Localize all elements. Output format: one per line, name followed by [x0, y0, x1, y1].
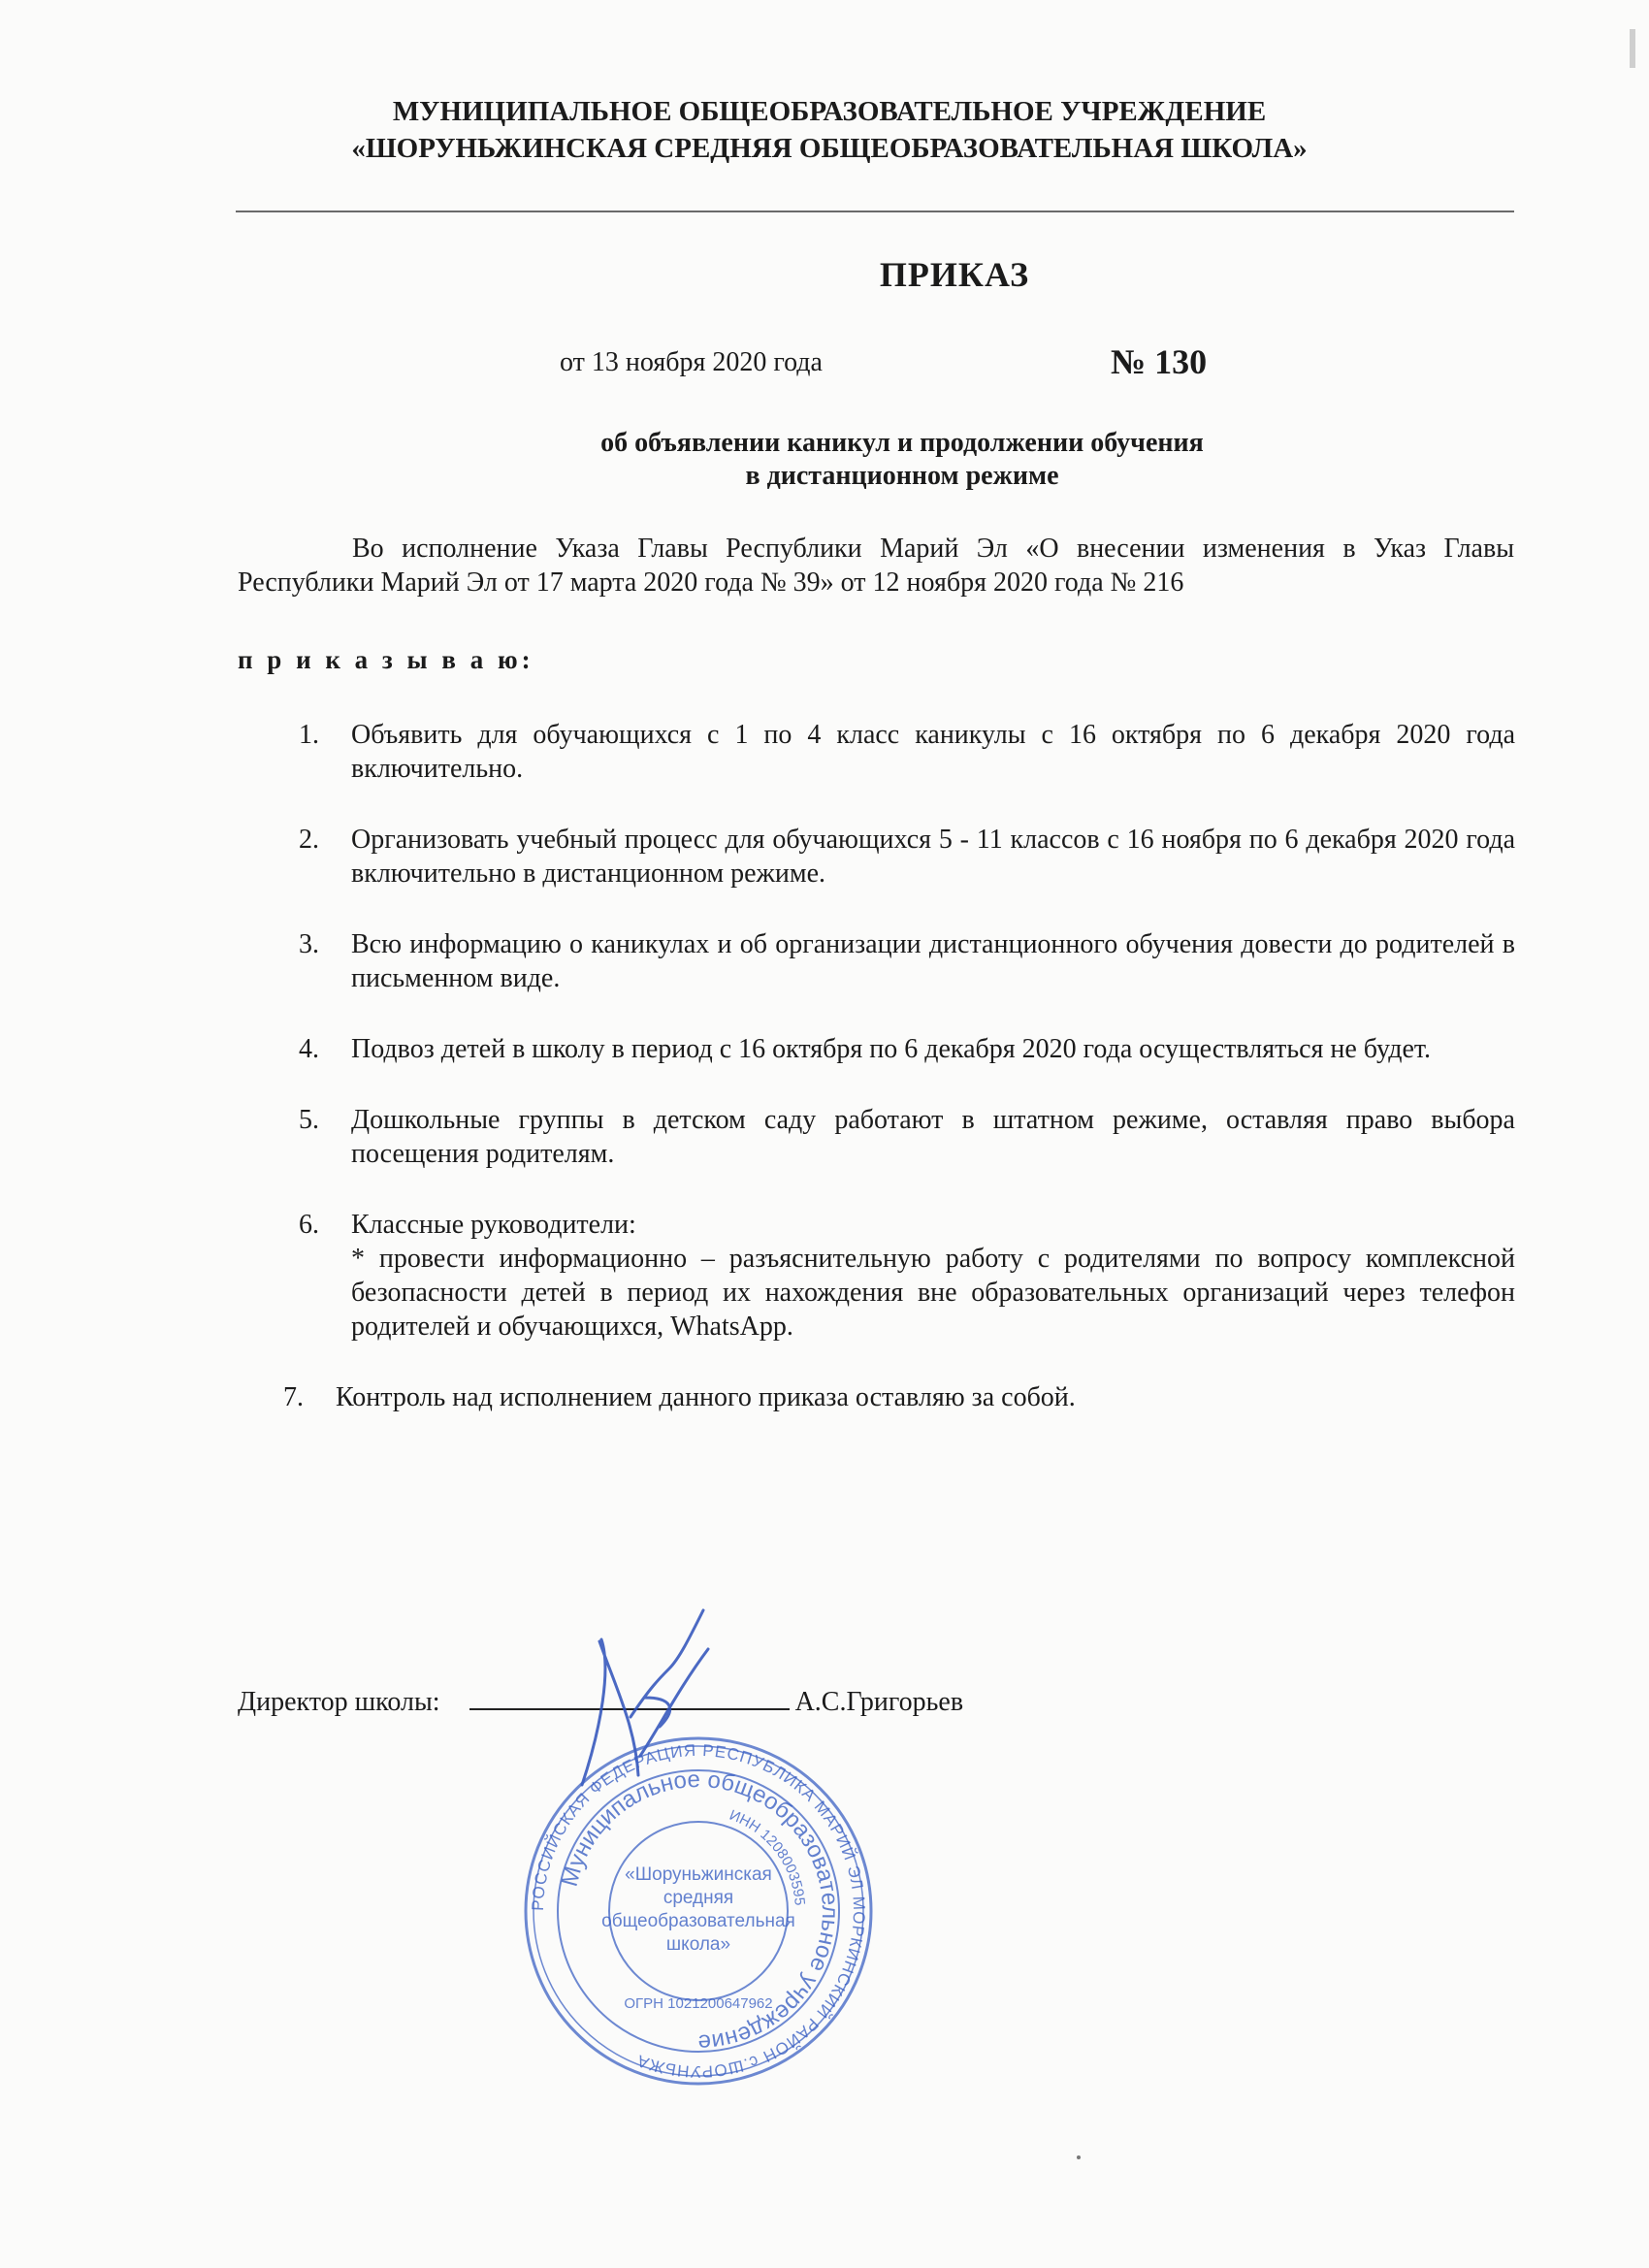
signatory-name: А.С.Григорьев	[794, 1687, 964, 1717]
order-item-7	[283, 1380, 1515, 1414]
order-item-6	[291, 1208, 1515, 1344]
order-subject-line-1: об объявлении каникул и продолжении обучения	[600, 428, 1204, 458]
official-seal	[514, 1727, 883, 2095]
order-item-2	[291, 823, 1515, 891]
order-item-4	[291, 1032, 1515, 1066]
order-subject-line-2: в дистанционном режиме	[745, 461, 1059, 491]
item-number: 1.	[299, 720, 319, 750]
header-divider	[236, 211, 1514, 212]
item-number: 4.	[299, 1034, 319, 1064]
order-subject	[485, 427, 1319, 493]
order-item-1	[291, 718, 1515, 786]
item-text: Контроль над исполнением данного приказа оставляю за собой.	[336, 1382, 1076, 1412]
scan-edge-mark	[1630, 29, 1635, 68]
item-text: Всю информацию о каникулах и об организации дистанционного обучения довести до родителей в письменном виде.	[351, 929, 1515, 993]
item-number: 7.	[283, 1382, 304, 1412]
item-subtext: * провести информационно – разъяснительную работу с родителями по вопросу комплексной безопасности детей в период их нахождения вне образовательных организаций через телефон родителей и обучающихся, WhatsApp.	[351, 1244, 1515, 1342]
order-item-3	[291, 927, 1515, 995]
preamble-paragraph: Во исполнение Указа Главы Республики Марий Эл «О внесении изменения в Указ Главы Республики Марий Эл от 17 марта 2020 года № 39» от 12 ноября 2020 года № 216	[238, 534, 1514, 598]
item-number: 3.	[299, 929, 319, 959]
item-text: Объявить для обучающихся с 1 по 4 класс каникулы с 16 октября по 6 декабря 2020 года включительно.	[351, 720, 1515, 784]
org-header	[233, 93, 1426, 167]
svg-text:ОГРН 1021200647962: ОГРН 1021200647962	[624, 1995, 773, 2012]
item-text: Дошкольные группы в детском саду работают в штатном режиме, оставляя право выбора посещения родителям.	[351, 1105, 1515, 1169]
signatory-role: Директор школы:	[238, 1687, 440, 1717]
org-header-line-1: МУНИЦИПАЛЬНОЕ ОБЩЕОБРАЗОВАТЕЛЬНОЕ УЧРЕЖДЕНИЕ	[392, 96, 1267, 127]
item-number: 2.	[299, 825, 319, 855]
order-item-5	[291, 1103, 1515, 1171]
svg-text:«Шоруньжинская: «Шоруньжинская	[625, 1864, 772, 1885]
item-text: Организовать учебный процесс для обучающихся 5 - 11 классов с 16 ноября по 6 декабря 2020 года включительно в дистанционном режиме.	[351, 825, 1515, 889]
svg-text:ИНН 1208003595: ИНН 1208003595	[727, 1806, 808, 1907]
item-text: Классные руководители:	[351, 1210, 636, 1240]
order-date: от 13 ноября 2020 года	[560, 347, 823, 377]
org-header-line-2: «ШОРУНЬЖИНСКАЯ СРЕДНЯЯ ОБЩЕОБРАЗОВАТЕЛЬНАЯ ШКОЛА»	[351, 133, 1308, 164]
svg-text:РОССИЙСКАЯ ФЕДЕРАЦИЯ РЕСПУБЛИК: РОССИЙСКАЯ ФЕДЕРАЦИЯ РЕСПУБЛИКА МАРИЙ ЭЛ МОРКИНСКИЙ РАЙОН с.ШОРУНЬЖА	[528, 1740, 869, 2082]
item-number: 6.	[299, 1210, 319, 1240]
item-number: 5.	[299, 1105, 319, 1135]
svg-text:школа»: школа»	[665, 1934, 731, 1955]
svg-text:общеобразовательная: общеобразовательная	[601, 1911, 795, 1931]
order-number: № 130	[1111, 342, 1208, 381]
scan-speck	[1077, 2155, 1081, 2159]
order-directive: п р и к а з ы в а ю:	[238, 645, 534, 674]
svg-text:средняя: средняя	[663, 1888, 734, 1908]
svg-text:Муниципальное общеобразователь: Муниципальное общеобразовательное учреждение	[556, 1766, 844, 2057]
document-title: ПРИКАЗ	[879, 255, 1030, 294]
item-text: Подвоз детей в школу в период с 16 октября по 6 декабря 2020 года осуществляться не будет.	[351, 1034, 1432, 1064]
order-items-list	[283, 718, 1515, 1451]
